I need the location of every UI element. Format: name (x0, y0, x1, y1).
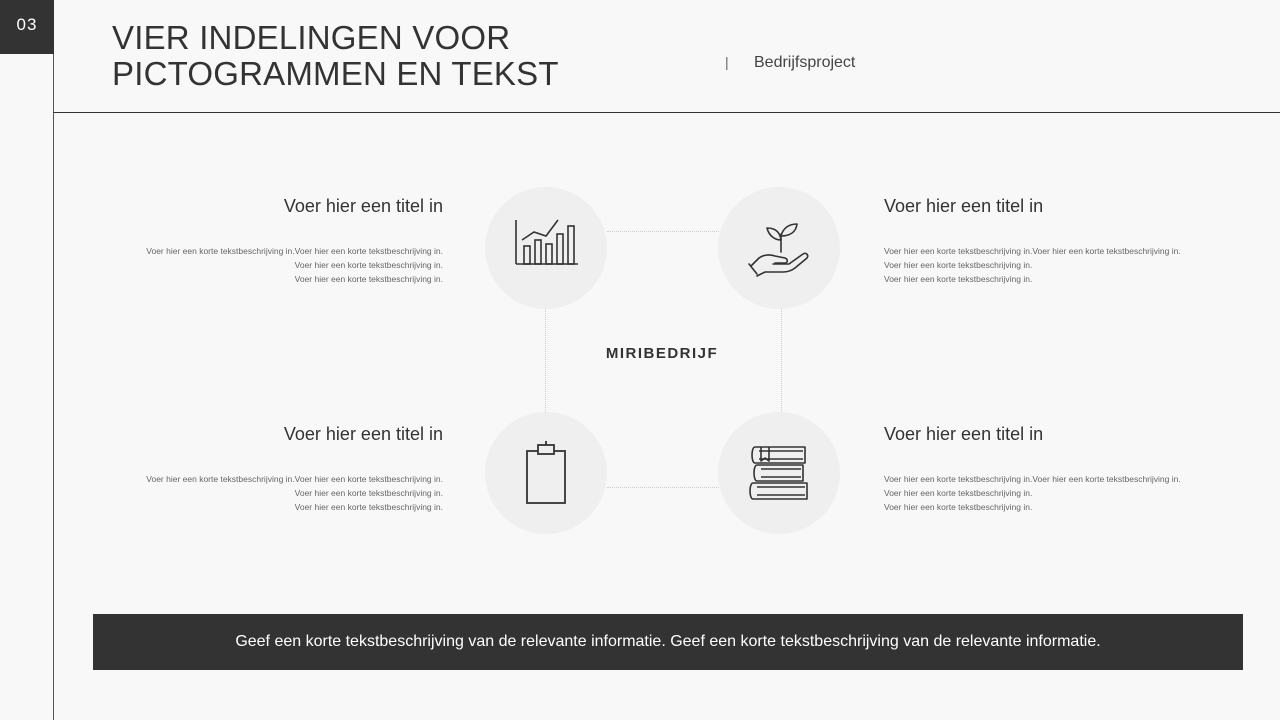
desc-line: Voer hier een korte tekstbeschrijving in. (884, 274, 1033, 284)
project-name: Bedrijfsproject (754, 54, 856, 71)
footer-banner (93, 614, 1243, 670)
block-title-bottom-left: Voer hier een titel in (283, 424, 443, 444)
icon-circle-top-right (718, 187, 840, 309)
header-divider (53, 112, 1280, 113)
desc-line: Voer hier een korte tekstbeschrijving in. (294, 260, 443, 270)
desc-line: Voer hier een korte tekstbeschrijving in.Voer hier een korte tekstbeschrijving in. (884, 474, 1181, 484)
connector-right (781, 309, 782, 412)
desc-line: Voer hier een korte tekstbeschrijving in.Voer hier een korte tekstbeschrijving in. (884, 246, 1181, 256)
block-title-bottom-right: Voer hier een titel in (884, 424, 1044, 444)
connector-top (607, 231, 719, 232)
desc-line: Voer hier een korte tekstbeschrijving in. (294, 502, 443, 512)
plant-hand-icon (745, 214, 813, 282)
block-title-top-left: Voer hier een titel in (283, 196, 443, 216)
desc-line: Voer hier een korte tekstbeschrijving in. (884, 488, 1033, 498)
desc-line: Voer hier een korte tekstbeschrijving in.Voer hier een korte tekstbeschrijving in. (146, 474, 443, 484)
desc-line: Voer hier een korte tekstbeschrijving in. (294, 274, 443, 284)
block-title-top-right: Voer hier een titel in (884, 196, 1044, 216)
title-separator: | (725, 54, 729, 70)
page-number-badge (0, 0, 54, 54)
icon-circle-bottom-left (485, 412, 607, 534)
center-label: MIRIBEDRIJF (605, 345, 719, 362)
icon-circle-bottom-right (718, 412, 840, 534)
books-icon (745, 439, 813, 507)
block-desc-top-right (884, 244, 1181, 286)
connector-bottom (607, 487, 719, 488)
vertical-divider (53, 54, 54, 720)
block-desc-bottom-right (884, 472, 1181, 514)
page-title: VIER INDELINGEN VOOR PICTOGRAMMEN EN TEKST (112, 19, 559, 92)
desc-line: Voer hier een korte tekstbeschrijving in. (884, 502, 1033, 512)
desc-line: Voer hier een korte tekstbeschrijving in. (884, 260, 1033, 270)
desc-line: Voer hier een korte tekstbeschrijving in. (294, 488, 443, 498)
footer-text: Geef een korte tekstbeschrijving van de relevante informatie. Geef een korte tekstbeschrijving van de relevante informatie. (235, 633, 1101, 650)
icon-circle-top-left (485, 187, 607, 309)
connector-left (545, 309, 546, 412)
block-desc-top-left (146, 244, 443, 286)
clipboard-icon (512, 439, 580, 507)
page-number: 03 (16, 15, 38, 34)
chart-icon (512, 214, 580, 282)
desc-line: Voer hier een korte tekstbeschrijving in.Voer hier een korte tekstbeschrijving in. (146, 246, 443, 256)
block-desc-bottom-left (146, 472, 443, 514)
